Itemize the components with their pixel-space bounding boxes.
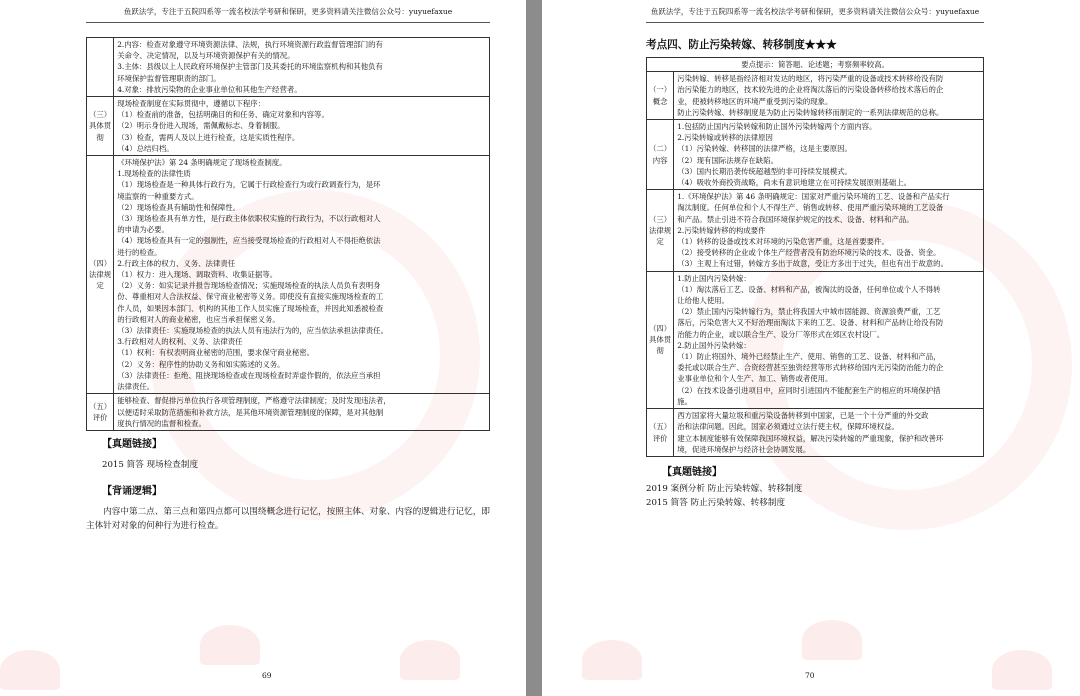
content-line: 业，使被转移地区的环境严重受到污染的现象。 [677,96,833,106]
link-item: 2019 案例分析 防止污染转嫁、转移制度 [646,483,803,494]
content-line: （1）转移的设备或技术对环境的污染危害严重，这是首要要件。 [677,237,889,247]
content-line: 境监察的一种重要方式。 [117,191,199,201]
content-line: 让给他人使用。 [677,296,729,306]
content-line: 和产品。禁止引进不符合我国环境保护规定的技术、设备、材料和产品。 [677,214,914,224]
content-line: 《环境保护法》第 24 条明确规定了现场检查制度。 [117,158,287,168]
page-number: 69 [262,671,272,680]
content-line: （3）法律责任：实施现场检查的执法人员有违法行为的，应当依法承担法律责任。 [117,326,388,336]
row-key: （四）具体贯彻 [647,271,674,408]
row-key: （五）评价 [87,394,114,431]
content-line: 落后，污染危害大又不好治理而淘汰下来的工艺、设备、材料和产品转让给没有防 [677,318,944,328]
page-70 [542,0,1080,696]
watermark-logo [992,650,1052,690]
row-content [674,120,984,190]
content-line: （2）义务：程序性的协助义务和如实陈述的义务。 [117,359,285,369]
section-table [646,57,984,457]
content-line: 的行政相对人的商业秘密，也应当承担保密义务。 [117,314,280,324]
content-line: 2.防止国外污染转嫁： [677,340,751,350]
row-key: （二）内容 [647,120,674,190]
row-key: （五）评价 [647,409,674,457]
content-line: 境，促进环境保护与经济社会协调发展。 [677,444,811,454]
content-line: （2）禁止国内污染转嫁行为，禁止将我国大中城市固能源、资源浪费严重，工艺 [677,307,941,317]
section-title: 考点四、防止污染转嫁、转移制度★★★ [646,39,837,51]
content-line: 度执行情况的监督和检查。 [117,418,206,428]
content-line: 4.对象：排放污染物的企业事业单位和其他生产经营者。 [117,84,302,94]
link-item: 2015 简答 防止污染转嫁、转移制度 [646,497,786,508]
content-line: 3.主体：县级以上人民政府环境保护主管部门及其委托的环境监察机构和其他负有 [117,62,383,72]
row-key: （四）法律规定 [87,156,114,394]
content-line: 3.行政相对人的权利、义务、法律责任 [117,337,243,347]
content-line: （1）权力：进入现场、调取资料、收集证据等。 [117,270,278,280]
content-line: 2.污染转嫁或转移的法律原因 [677,133,773,143]
row-content [674,72,984,120]
table-row [647,409,984,457]
table-row [87,156,490,394]
table-row [647,271,984,408]
row-key: （一）概念 [647,72,674,120]
table-row [87,394,490,431]
content-line: （2）现场检查具有辅助性和保障性。 [117,202,241,212]
content-line: 防止污染转嫁、转移制度是为防止污染转嫁转移而制定的一系列法律规范的总称。 [677,107,944,117]
content-line: （2）明示身份进入现场，需佩戴标志、身着制服。 [117,121,285,131]
content-line: 淘汰制度。任何单位和个人不得生产、销售或转移、使用严重污染环境的工艺设备 [677,203,944,213]
watermark-logo [200,625,260,665]
content-line: 的申请为必要。 [117,225,169,235]
row-content [114,38,490,97]
content-line: （1）检查前的准备，包括明确目的和任务、确定对象和内容等。 [117,110,329,120]
content-line: 法律责任。 [117,382,155,392]
table-row [647,190,984,271]
content-line: 治能力的企业，或以联合生产、设分厂等形式在郊区农村设厂。 [677,329,885,339]
content-line: 施。 [677,396,692,406]
row-content [674,271,984,408]
content-line: （2）现有国际法规存在缺陷。 [677,155,778,165]
content-line: （3）法律责任：拒绝、阻挠现场检查或在现场检查时弄虚作假的，依法应当承担 [117,370,381,380]
row-key: （三）具体贯彻 [87,97,114,156]
table-row [87,38,490,97]
watermark-logo [0,650,60,690]
section-table [86,37,490,431]
logic-text: 内容中第二点、第三点和第四点都可以围绕概念进行记忆，按照主体、对象、内容的逻辑进行记忆，即主体针对对象的何种行为进行检查。 [86,506,490,531]
content-line: 1.现场检查的法律性质 [117,169,191,179]
table-row [87,97,490,156]
watermark-logo [400,640,460,680]
content-line: 西方国家将大量垃圾和重污染设备转移到中国家，已是一个十分严重的外交政 [677,411,929,421]
content-line: 治污染能力的地区，技术较先进的企业将淘汰落后的污染设备转移给技术落后的企 [677,85,944,95]
row-content [114,394,490,431]
content-line: 作人员，如果因本部门、机构的其他工作人员实施了现场检查，并因此知悉被检查 [117,303,384,313]
content-line: 以便适时采取防范措施和补救方法，是其他环境资源管理制度的保障，是对其他制 [117,407,384,417]
content-line: 现场检查制度在实际贯彻中，遵循以下程序： [117,99,266,109]
content-line: 委托或以联合生产、合资经营甚至独资经营等形式转移给国内无污染防治能力的企 [677,363,944,373]
row-key [87,38,114,97]
page-69 [0,0,526,696]
watermark-logo [802,620,862,660]
content-line: （1）淘汰落后工艺、设备、材料和产品，被淘汰的设备，任何单位或个人不得转 [677,284,941,294]
content-line: 进行的检查。 [117,247,162,257]
note-cell: 要点提示：简答题、论述题；考察频率较高。 [647,58,984,72]
link-list [102,458,490,472]
content-line: 业事业单位和个人生产、加工、销售或者使用。 [677,374,833,384]
row-content [674,409,984,457]
content-line: 关命令、决定情况，以及与环境资源保护有关的情况。 [117,51,295,61]
content-line: （2）义务：如实记录并报告现场检查情况；实施现场检查的执法人员负有表明身 [117,281,381,291]
link-title: 【真题链接】 [102,438,162,450]
content-line: （3）现场检查具有单方性，是行政主体依职权实施的行政行为，不以行政相对人 [117,214,381,224]
content-line: 份、尊重相对人合法权益、保守商业秘密等义务。即使没有直接实施现场检查的工 [117,292,384,302]
row-content [114,97,490,156]
content-line: （4）总结归档。 [117,143,174,153]
content-line: 1.《环境保护法》第 46 条明确规定：国家对严重污染环境的工艺、设备和产品实行 [677,192,950,202]
content-line: 2.行政主体的权力、义务、法律责任 [117,258,236,268]
content-line: （4）现场检查具有一定的强制性，应当接受现场检查的行政相对人不得拒绝依法 [117,236,381,246]
row-content [114,156,490,394]
content-line: 1.包括防止国内污染转嫁和防止国外污染转嫁两个方面内容。 [677,122,877,132]
content-line: 治和法律问题。因此，国家必须通过立法行使主权，保障环境权益。 [677,422,899,432]
content-line: （1）污染转嫁、转移国的法律严格，这是主要原因。 [677,144,852,154]
table-row [647,72,984,120]
content-line: 1.防止国内污染转嫁： [677,273,751,283]
row-content [674,190,984,271]
link-title: 【真题链接】 [662,466,722,478]
content-line: 建立本制度能够有效保障我国环境权益，解决污染转嫁的严重现象，保护和改善环 [677,433,944,443]
content-line: （3）检查，需两人及以上进行检查，这是实质性程序。 [117,132,300,142]
content-line: （1）现场检查是一种具体行政行为，它属于行政检查行为或行政调查行为，是环 [117,180,381,190]
content-line: 污染转嫁、转移是指经济相对发达的地区，将污染严重的设备或技术转移给没有防 [677,74,944,84]
content-line: （1）防止将国外、境外已经禁止生产、使用、销售的工艺、设备、材料和产品， [677,352,941,362]
content-line: （3）国内长期沿袭传统超越型的非可持续发展模式。 [677,166,852,176]
content-line: 2.内容：检查对象遵守环境资源法律、法规，执行环境资源行政监督管理部门的有 [117,40,383,49]
content-line: （3）主观上有过错，转嫁方多出于故意，受让方多出于过失，但也有出于故意的。 [677,259,948,269]
page-number: 70 [805,671,815,680]
content-line: 环境保护监督管理职责的部门。 [117,73,221,83]
watermark-logo [582,640,642,680]
content-line: （4）吸收外商投资战略，尚未有意识地建立在可持续发展原则基础上。 [677,178,912,188]
page-header: 鱼跃法学，专注于五院四系等一流名校法学考研和保研，更多资料请关注微信公众号：yuyuefaxue [86,0,490,23]
content-line: （2）在技术设备引进项目中，应同时引进国内不能配套生产的相应的环境保护措 [677,385,941,395]
content-line: 能够检查、督促排污单位执行各项管理制度，严格遵守法律制度；及时发现违法者， [117,396,391,406]
logic-title: 【背诵逻辑】 [102,485,162,497]
content-line: 2.污染转嫁转移的构成要件 [677,225,766,235]
link-list [646,482,984,510]
content-line: （2）接受转移的企业或个体生产经营者没有防治环境污染的技术、设备、资金。 [677,248,941,258]
row-key: （三）法律规定 [647,190,674,271]
page-header: 鱼跃法学，专注于五院四系等一流名校法学考研和保研，更多资料请关注微信公众号：yuyuefaxue [646,0,984,23]
link-item: 2015 简答 现场检查制度 [102,459,199,470]
content-line: （1）权利：有权表明商业秘密的范围，要求保守商业秘密。 [117,348,315,358]
table-row [647,120,984,190]
